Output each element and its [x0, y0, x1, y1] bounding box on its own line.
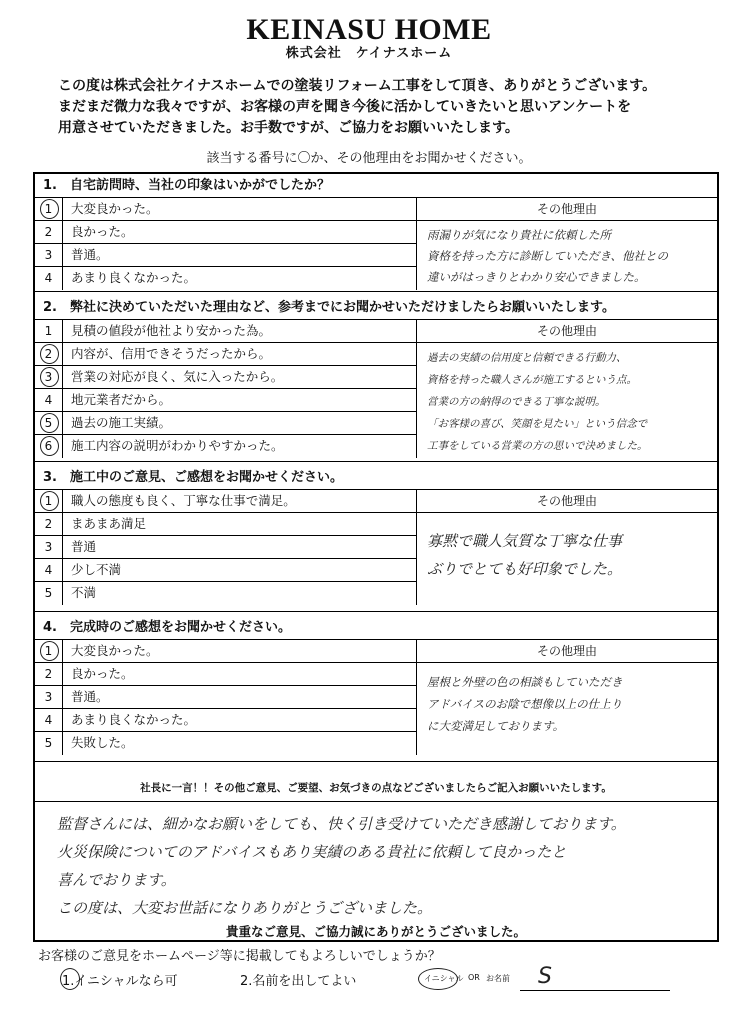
publish-options: [58, 964, 708, 994]
handwritten-initial: S: [538, 964, 552, 989]
signature-line[interactable]: [520, 990, 670, 991]
intro-line: この度は株式会社ケイナスホームでの塗装リフォーム工事をして頂き、ありがとうございます。: [58, 78, 657, 94]
option-row[interactable]: [35, 686, 416, 709]
other-reason-box[interactable]: [417, 198, 717, 288]
option-number: 1: [35, 198, 63, 220]
company-name: 株式会社 ケイナスホーム: [285, 46, 453, 61]
initial-label: イニシャル: [424, 974, 464, 983]
option-row[interactable]: [35, 267, 416, 290]
option-label: 良かった。: [71, 224, 134, 239]
reason-header: その他理由: [417, 320, 717, 343]
selected-circle-mark: [40, 367, 59, 387]
option-label: まあまあ満足: [71, 516, 147, 531]
option-initial-ok[interactable]: 1.イニシャルなら可: [62, 974, 178, 989]
option-number: 5: [35, 732, 63, 755]
option-number: 1: [35, 640, 63, 662]
publish-permission-question: お客様のご意見をホームページ等に掲載してもよろしいでしょうか？: [38, 949, 441, 964]
option-label: 大変良かった。: [71, 643, 159, 658]
other-reason-box[interactable]: [417, 490, 717, 583]
options: [35, 640, 417, 755]
selected-circle-mark: [40, 436, 59, 456]
reason-line: 寡黙で職人気質な丁寧な仕事: [427, 532, 623, 550]
option-row[interactable]: [35, 490, 416, 513]
option-number: 3: [35, 686, 63, 708]
option-label: 良かった。: [71, 666, 134, 681]
option-number: 3: [35, 244, 63, 266]
comment-line: 火災保険についてのアドバイスもあり実績のある貴社に依頼して良かったと: [57, 843, 567, 861]
option-label: 内容が、信用できそうだったから。: [71, 346, 272, 361]
option-label: 普通: [71, 539, 97, 554]
selected-circle-mark: [40, 199, 59, 219]
free-comment-box[interactable]: [57, 810, 707, 922]
option-row[interactable]: [35, 732, 416, 755]
option-row[interactable]: [35, 536, 416, 559]
options: [35, 490, 417, 605]
option-row[interactable]: [35, 343, 416, 366]
option-label: 大変良かった。: [71, 201, 159, 216]
option-number: 5: [35, 582, 63, 605]
option-row[interactable]: [35, 640, 416, 663]
option-number: 3: [35, 536, 63, 558]
option-label: 不満: [71, 585, 97, 600]
intro-line: まだまだ微力な我々ですが、お客様の声を聞き今後に活かしていきたいと思いアンケートを: [58, 99, 632, 115]
options: [35, 320, 417, 458]
option-row[interactable]: [35, 412, 416, 435]
comment-line: 喜んでおります。: [57, 871, 176, 889]
selected-circle-mark: [40, 344, 59, 364]
handwritten-reason: [417, 663, 717, 737]
option-label: 少し不満: [71, 562, 122, 577]
option-row[interactable]: [35, 221, 416, 244]
handwritten-reason: [417, 343, 717, 457]
survey-form: [33, 172, 719, 942]
option-number: 2: [35, 221, 63, 243]
option-number: 4: [35, 709, 63, 731]
option-row[interactable]: [35, 244, 416, 267]
selected-circle-mark: [40, 641, 59, 661]
option-row[interactable]: [35, 513, 416, 536]
reason-header: その他理由: [417, 490, 717, 513]
reason-line: に大変満足しております。: [427, 719, 565, 733]
section-title: 4. 完成時のご感想をお聞かせください。: [35, 616, 717, 640]
handwritten-reason: [417, 513, 717, 583]
intro-line: 用意させていただきました。お手数ですが、ご協力をお願いいたします。: [58, 120, 519, 136]
header: [0, 14, 738, 62]
option-label: 営業の対応が良く、気に入ったから。: [71, 369, 284, 384]
option-number: 4: [35, 267, 63, 290]
option-row[interactable]: [35, 709, 416, 732]
options: [35, 198, 417, 290]
reason-line: 過去の実績の信用度と信頼できる行動力、: [427, 352, 627, 364]
free-comment-header: 社長に一言！！その他ご意見、ご要望、お気づきの点などございましたらご記入お願いいたします。: [35, 774, 717, 802]
option-label: 普通。: [71, 247, 109, 262]
option-label: 施工内容の説明がわかりやすかった。: [71, 438, 284, 453]
reason-header: その他理由: [417, 640, 717, 663]
option-label: 地元業者だから。: [71, 392, 172, 407]
option-label: 見積の値段が他社より安かった為。: [71, 323, 272, 338]
option-row[interactable]: [35, 389, 416, 412]
reason-line: 雨漏りが気になり貴社に依頼した所: [427, 228, 611, 242]
reason-line: 屋根と外壁の色の相談もしていただき: [427, 675, 623, 689]
option-number: 2: [35, 663, 63, 685]
intro-text: [58, 76, 708, 139]
reason-line: 「お客様の喜び、笑顔を見たい」という信念で: [427, 418, 648, 430]
option-label: あまり良くなかった。: [71, 270, 197, 285]
reason-line: 違いがはっきりとわかり安心できました。: [427, 270, 646, 284]
option-number: 4: [35, 389, 63, 411]
option-number: 1: [35, 320, 63, 342]
handwritten-reason: [417, 221, 717, 288]
instruction: 該当する番号に〇か、その他理由をお聞かせください。: [206, 151, 532, 166]
option-label: あまり良くなかった。: [71, 712, 197, 727]
brand-logo: KEINASU HOME: [246, 13, 492, 46]
section-1: [35, 174, 717, 292]
reason-line: 工事をしている営業の方の思いで決めました。: [427, 440, 648, 452]
option-label: 過去の施工実績。: [71, 415, 172, 430]
option-number: 6: [35, 435, 63, 458]
option-label: 職人の態度も良く、丁寧な仕事で満足。: [71, 493, 296, 508]
option-number: 2: [35, 513, 63, 535]
section-title: 3. 施工中のご意見、ご感想をお聞かせください。: [35, 466, 717, 490]
reason-header: その他理由: [417, 198, 717, 221]
option-number: 1: [35, 490, 63, 512]
selected-circle-mark: [40, 491, 59, 511]
option-number: 3: [35, 366, 63, 388]
comment-line: この度は、大変お世話になりありがとうございました。: [57, 899, 433, 917]
reason-line: 資格を持った方に診断していただき、他社との: [427, 249, 669, 263]
reason-line: アドバイスのお陰で想像以上の仕上り: [427, 697, 623, 711]
option-row[interactable]: [35, 663, 416, 686]
reason-line: 資格を持った職人さんが施工するという点。: [427, 374, 637, 386]
section-4: [35, 616, 717, 762]
option-row[interactable]: [35, 366, 416, 389]
option-row[interactable]: [35, 320, 416, 343]
option-name-ok[interactable]: 2.名前を出してよい: [240, 974, 357, 989]
section-title: 2. 弊社に決めていただいた理由など、参考までにお聞かせいただけましたらお願いいたします。: [35, 296, 717, 320]
comment-line: 監督さんには、細かなお願いをしても、快く引き受けていただき感謝しております。: [57, 815, 626, 833]
name-label: お名前: [486, 974, 510, 983]
option-row[interactable]: [35, 435, 416, 458]
section-2: [35, 296, 717, 462]
or-label: OR: [468, 973, 480, 982]
option-label: 失敗した。: [71, 735, 134, 750]
reason-line: ぶりでとても好印象でした。: [427, 560, 623, 578]
reason-line: 営業の方の納得のできる丁寧な説明。: [427, 396, 606, 408]
thanks-message: 貴重なご意見、ご協力誠にありがとうございました。: [225, 924, 526, 939]
section-3: [35, 466, 717, 612]
other-reason-box[interactable]: [417, 320, 717, 457]
section-title: 1. 自宅訪問時、当社の印象はいかがでしたか？: [35, 174, 717, 198]
option-number: 2: [35, 343, 63, 365]
selected-circle-mark: [40, 413, 59, 433]
option-number: 5: [35, 412, 63, 434]
option-row[interactable]: [35, 582, 416, 605]
option-number: 4: [35, 559, 63, 581]
option-row[interactable]: [35, 559, 416, 582]
option-row[interactable]: [35, 198, 416, 221]
other-reason-box[interactable]: [417, 640, 717, 737]
option-label: 普通。: [71, 689, 109, 704]
